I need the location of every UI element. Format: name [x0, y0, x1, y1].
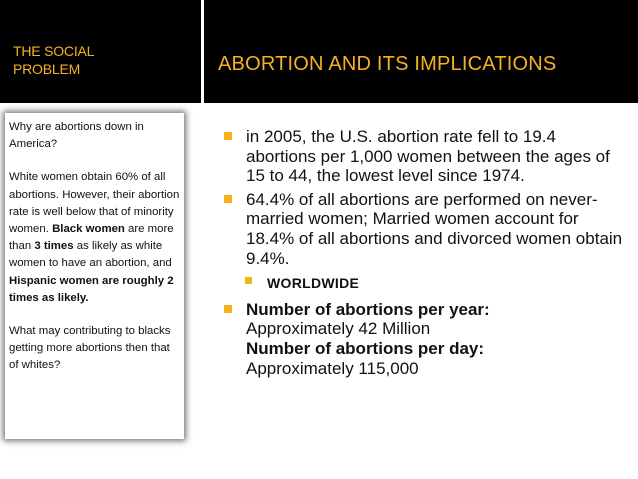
- bullet-3-heading-year: Number of abortions per year:: [246, 299, 490, 319]
- sub-bullet-worldwide: [224, 274, 624, 294]
- sidebar-p1-bold-hispanic: Hispanic women are roughly 2 times as likely.: [9, 274, 174, 304]
- sidebar-textbox: [5, 113, 184, 439]
- bullet-1-text: in 2005, the U.S. abortion rate fell to 19.4 abortions per 1,000 women between the ages of 15 to 44, the lowest level since 1974.: [246, 127, 610, 186]
- square-bullet-icon: [224, 195, 232, 203]
- header-divider: [201, 0, 204, 103]
- slide-header: [0, 0, 638, 103]
- section-label-panel: [0, 0, 201, 103]
- slide-title: ABORTION AND ITS IMPLICATIONS: [218, 53, 557, 75]
- square-bullet-icon: [224, 305, 232, 313]
- section-label-line1: THE SOCIAL: [13, 43, 95, 59]
- square-sub-bullet-icon: [245, 277, 252, 284]
- sidebar-p1-text-c: are more than: [9, 223, 174, 253]
- main-content: [224, 127, 624, 382]
- sidebar-p1-bold-black-women: Black women: [52, 223, 125, 236]
- sidebar-paragraph-2: What may contributing to blacks getting more abortions then that of whites?: [9, 325, 171, 372]
- section-label-line2: PROBLEM: [13, 61, 81, 77]
- sidebar-p1-bold-3-times: 3 times: [34, 240, 74, 253]
- sidebar-paragraph-1: [9, 169, 180, 307]
- sidebar-p1-text-e: as likely as white women to have an abortion, and: [9, 240, 172, 270]
- sidebar-p1-text-a: White women obtain 60% of all abortions. However, their abortion rate is well below that of minority women.: [9, 171, 180, 236]
- sub-bullet-text: WORLDWIDE: [267, 275, 360, 292]
- bullet-2-text: 64.4% of all abortions are performed on never-married women; Married women account for 18.4% of all abortions and divorced women obtain 9.4%.: [246, 189, 623, 268]
- bullet-item-2: [224, 190, 624, 268]
- bullet-item-3: [224, 300, 624, 378]
- bullet-3-value-year: Approximately 42 Million: [246, 319, 431, 339]
- square-bullet-icon: [224, 132, 232, 140]
- bullet-item-1: [224, 127, 624, 186]
- sidebar-text: [9, 119, 180, 391]
- bullet-3-value-day: Approximately 115,000: [246, 358, 419, 378]
- bullet-3-heading-day: Number of abortions per day:: [246, 338, 485, 358]
- section-label: [13, 42, 193, 78]
- sidebar-question: Why are abortions down in America?: [9, 121, 144, 151]
